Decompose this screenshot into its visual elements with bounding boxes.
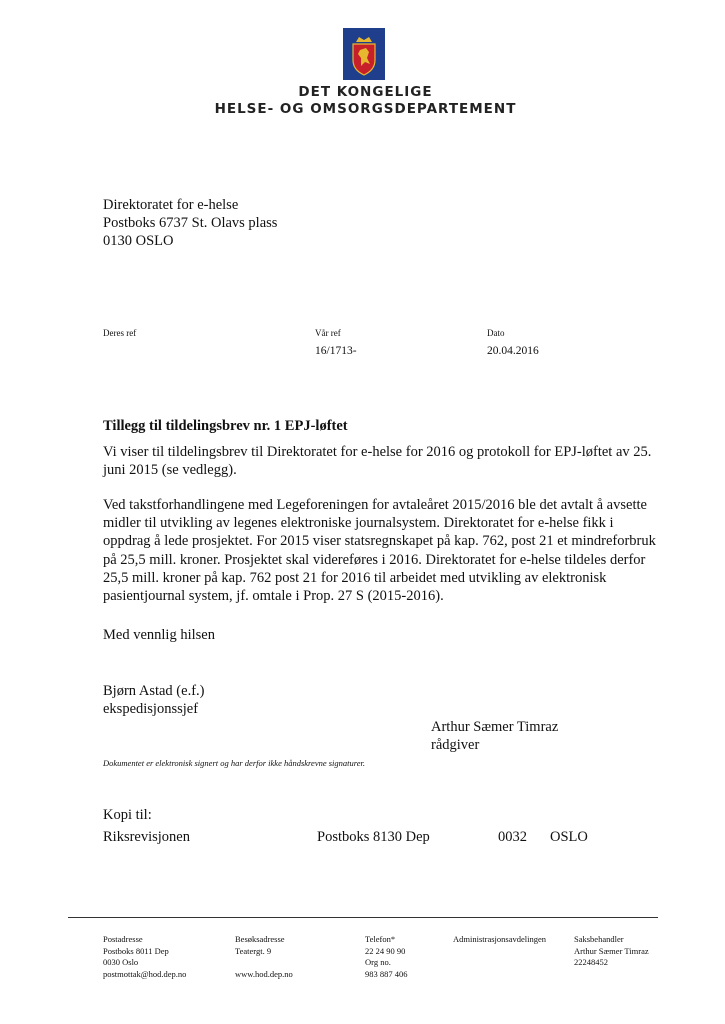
copy-org: Riksrevisjonen bbox=[103, 829, 190, 845]
footer-department-column bbox=[453, 934, 546, 946]
closing: Med vennlig hilsen bbox=[103, 627, 215, 643]
footer-value: Arthur Sæmer Timraz bbox=[574, 945, 649, 956]
var-ref-label: Vår ref bbox=[315, 328, 341, 338]
signer-1 bbox=[103, 682, 403, 718]
footer-handler-column bbox=[574, 934, 649, 969]
footer-label: Telefon* bbox=[365, 934, 396, 944]
footer-label: Postadresse bbox=[103, 934, 143, 944]
footer-value: 0030 Oslo bbox=[103, 957, 139, 967]
footer-value: 983 887 406 bbox=[365, 968, 408, 979]
footer-value: 22 24 90 90 bbox=[365, 945, 406, 956]
signer-2-name: Arthur Sæmer Timraz bbox=[431, 719, 559, 735]
copy-label: Kopi til: bbox=[103, 807, 152, 823]
recipient-city: 0130 OSLO bbox=[103, 233, 174, 249]
paragraph-1: Vi viser til tildelingsbrev til Direktoratet for e-helse for 2016 og protokoll for EPJ-løftet av 25. juni 2015 (se vedlegg). bbox=[103, 444, 652, 479]
footer-value bbox=[235, 957, 293, 969]
copy-address: Postboks 8130 Dep bbox=[317, 829, 430, 845]
footer-value: 22248452 bbox=[574, 957, 608, 967]
signature-note: Dokumentet er elektronisk signert og har derfor ikke håndskrevne signaturer. bbox=[103, 758, 366, 768]
footer-label: Administrasjonsavdelingen bbox=[453, 934, 547, 944]
footer-value: Org no. bbox=[365, 957, 391, 967]
department-line-1: DET KONGELIGE bbox=[298, 84, 433, 100]
footer-label: Saksbehandler bbox=[574, 934, 624, 944]
paragraph-2: Ved takstforhandlingene med Legeforeningen for avtaleåret 2015/2016 ble det avtalt å avsette midler til utvikling av legenes elektroniske journalsystem. Direktoratet for e-helse fikk i oppdrag å lede prosjektet. For 2015 viser statsregnskapet på kap. 762, post 21 et mindreforbruk på 25,5 mill. kroner. Prosjektet skal videreføres i 2016. Direktoratet for e-helse tildeles derfor 25,5 mill. kroner på kap. 762 post 21 for 2016 til arbeidet med utvikling av elektronisk pasientjournal system, jf. omtale i Prop. 27 S (2015-2016). bbox=[103, 497, 656, 605]
dato-value: 20.04.2016 bbox=[487, 345, 539, 357]
deres-ref-label: Deres ref bbox=[103, 328, 137, 338]
var-ref-value: 16/1713- bbox=[315, 345, 357, 357]
signer-2 bbox=[431, 718, 661, 754]
footer-divider bbox=[68, 917, 658, 918]
recipient-name: Direktoratet for e-helse bbox=[103, 197, 239, 213]
coat-of-arms-icon bbox=[343, 28, 385, 80]
recipient-address bbox=[103, 196, 277, 250]
copy-city: OSLO bbox=[550, 829, 588, 845]
footer-postal-column bbox=[103, 934, 186, 980]
copy-postcode: 0032 bbox=[498, 829, 527, 845]
footer-email: postmottak@hod.dep.no bbox=[103, 968, 187, 979]
dato-label: Dato bbox=[487, 328, 505, 338]
signer-1-title: ekspedisjonssjef bbox=[103, 701, 199, 718]
footer-label: Besøksadresse bbox=[235, 934, 285, 944]
recipient-street: Postboks 6737 St. Olavs plass bbox=[103, 215, 278, 231]
signer-2-title: rådgiver bbox=[431, 737, 480, 754]
footer-value: Teatergt. 9 bbox=[235, 945, 272, 956]
signer-1-name: Bjørn Astad (e.f.) bbox=[103, 683, 205, 699]
footer-value: Postboks 8011 Dep bbox=[103, 945, 169, 956]
footer-phone-column bbox=[365, 934, 408, 980]
footer-website: www.hod.dep.no bbox=[235, 968, 293, 979]
department-line-2: HELSE- OG OMSORGSDEPARTEMENT bbox=[214, 101, 517, 117]
letter-subject: Tillegg til tildelingsbrev nr. 1 EPJ-løftet bbox=[103, 418, 348, 434]
footer-visit-column bbox=[235, 934, 293, 980]
